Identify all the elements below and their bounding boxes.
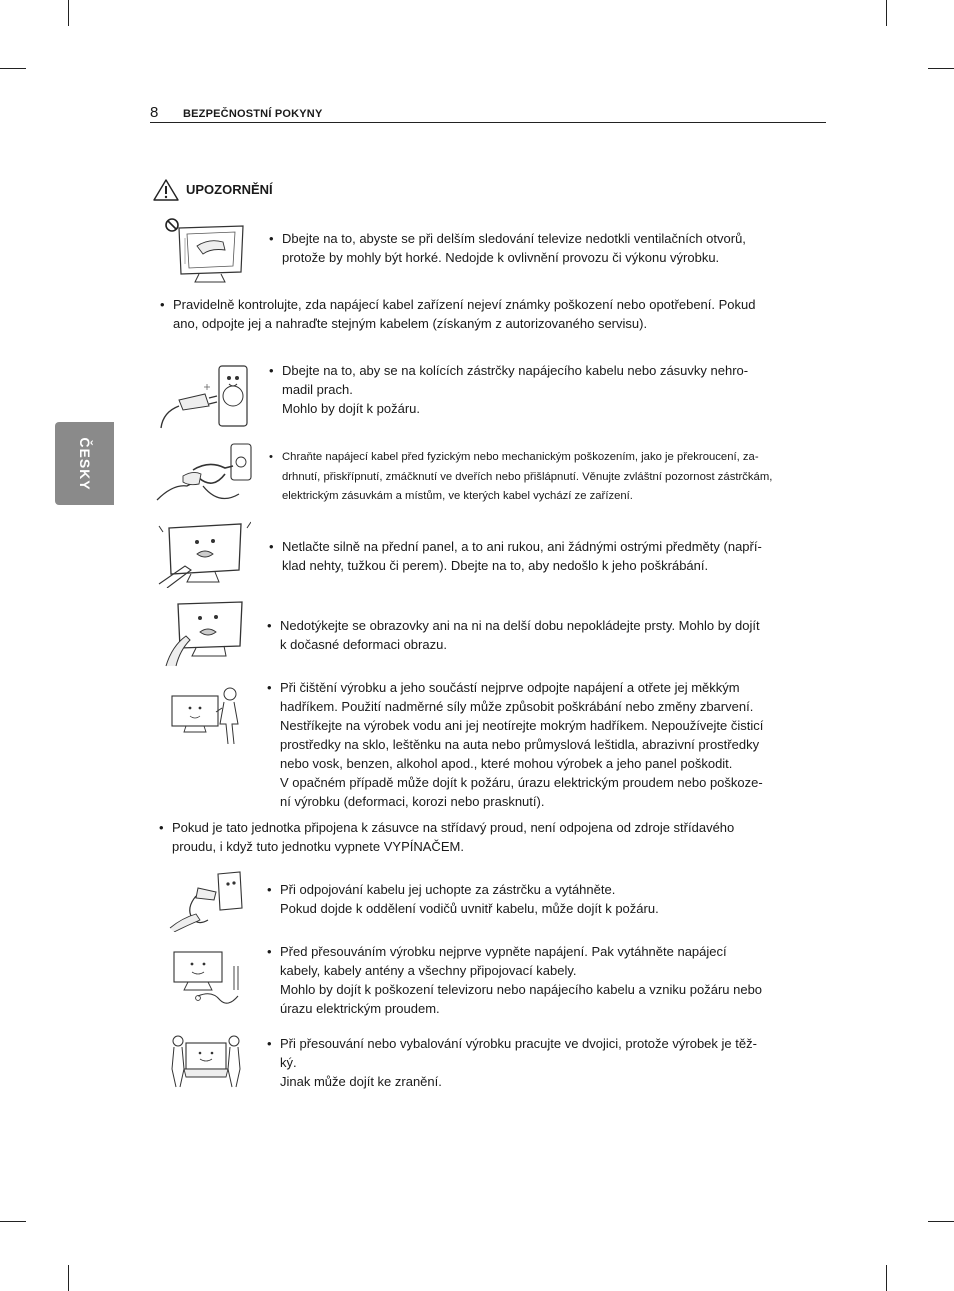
text-line: Mohlo by dojít k poškození televizoru nebo napájecího kabelu a vzniku požáru nebo <box>280 982 763 997</box>
screen-touch-illustration <box>162 598 246 668</box>
cable-damage-illustration <box>153 440 253 510</box>
bullet: • <box>269 363 274 378</box>
text-line: ký. <box>280 1055 297 1070</box>
language-tab <box>55 422 114 505</box>
text-line: Mohlo by dojít k požáru. <box>282 401 421 416</box>
crop-mark <box>68 1265 69 1291</box>
item-ac-disconnect <box>159 818 734 856</box>
text-line: Pokud dojde k oddělení vodičů uvnitř kabelu, může dojít k požáru. <box>280 901 659 916</box>
text-line: elektrickým zásuvkám a místům, ve kterých kabel vychází ze zařízení. <box>282 490 633 502</box>
disconnect-cables-illustration <box>168 946 244 1008</box>
text-line: proudu, i když tuto jednotku vypnete VYPÍNAČEM. <box>172 839 464 854</box>
text-line: drhnutí, přiskřípnutí, zmáčknutí ve dveřích nebo přišlápnutí. Věnujte zvláštní pozornost zástrčkám, <box>282 470 773 483</box>
text-line: ní výrobku (deformaci, korozi nebo prasknutí). <box>280 794 545 809</box>
item-front-panel <box>269 537 762 575</box>
text-line: kabely, kabely antény a všechny připojovací kabely. <box>280 963 577 978</box>
tv-ventilation-no-touch-illustration <box>163 216 247 284</box>
crop-mark <box>0 1221 26 1222</box>
cleaning-illustration <box>168 684 244 746</box>
two-people-carrying-illustration <box>168 1033 244 1089</box>
crop-mark <box>0 68 26 69</box>
bullet: • <box>269 539 274 554</box>
text-line: úrazu elektrickým proudem. <box>280 1001 440 1016</box>
item-power-cord-check <box>160 295 755 333</box>
item-screen-touch <box>267 616 760 654</box>
page-number: 8 <box>150 104 159 121</box>
plug-socket-dust-illustration <box>155 362 251 432</box>
header-divider <box>150 122 826 123</box>
language-tab-label: ČESKY <box>76 436 93 491</box>
text-line: Dbejte na to, abyste se při delším sledování televize nedotkli ventilačních otvorů, <box>282 231 746 246</box>
crop-mark <box>886 1265 887 1291</box>
bullet: • <box>269 231 274 246</box>
text-line: Nestříkejte na výrobek vodu ani jej neotírejte mokrým hadříkem. Nepoužívejte čisticí <box>280 718 764 733</box>
bullet: • <box>269 451 273 463</box>
front-panel-press-illustration <box>155 520 251 588</box>
bullet: • <box>267 1036 272 1051</box>
text-line: hadříkem. Použití nadměrné síly může způsobit poškrábání nebo změny zbarvení. <box>280 699 754 714</box>
text-line: protože by mohly být horké. Nedojde k ovlivnění provozu či výkonu výrobku. <box>282 250 720 265</box>
bullet: • <box>267 944 272 959</box>
item-carry-two-people <box>267 1034 757 1091</box>
text-line: nebo vosk, benzen, alkohol apod., které mohou výrobek a jeho panel poškodit. <box>280 756 733 771</box>
text-line: Pokud je tato jednotka připojena k zásuvce na střídavý proud, není odpojena od zdroje střídavého <box>172 820 735 835</box>
bullet: • <box>267 618 272 633</box>
text-line: ano, odpojte jej a nahraďte stejným kabelem (získaným z autorizovaného servisu). <box>173 316 648 331</box>
item-cleaning <box>267 678 763 811</box>
text-line: k dočasné deformaci obrazu. <box>280 637 447 652</box>
text-line: Při přesouvání nebo vybalování výrobku pracujte ve dvojici, protože výrobek je těž- <box>280 1036 757 1051</box>
text-line: klad nehty, tužkou či perem). Dbejte na to, aby nedošlo k jeho poškrábání. <box>282 558 709 573</box>
bullet: • <box>159 820 164 835</box>
text-line: Netlačte silně na přední panel, a to ani rukou, ani žádnými ostrými předměty (napří- <box>282 539 762 554</box>
crop-mark <box>886 0 887 26</box>
text-line: V opačném případě může dojít k požáru, úrazu elektrickým proudem nebo poškoze- <box>280 775 763 790</box>
bullet: • <box>267 882 272 897</box>
item-plug-dust <box>269 361 748 418</box>
bullet: • <box>160 297 165 312</box>
caution-label: UPOZORNĚNÍ <box>186 182 273 197</box>
text-line: Pravidelně kontrolujte, zda napájecí kabel zařízení nejeví známky poškození nebo opotřebení. Pokud <box>173 297 756 312</box>
crop-mark <box>928 1221 954 1222</box>
section-title: BEZPEČNOSTNÍ POKYNY <box>183 108 323 120</box>
item-unplug <box>267 880 659 918</box>
crop-mark <box>928 68 954 69</box>
text-line: Jinak může dojít ke zranění. <box>280 1074 442 1089</box>
text-line: madil prach. <box>282 382 353 397</box>
item-moving-cables <box>267 942 762 1018</box>
text-line: Při čištění výrobku a jeho součástí nejprve odpojte napájení a otřete jej měkkým <box>280 680 740 695</box>
text-line: Při odpojování kabelu jej uchopte za zástrčku a vytáhněte. <box>280 882 616 897</box>
item-ventilation <box>269 229 746 267</box>
unplug-illustration <box>168 868 244 932</box>
warning-icon <box>152 178 180 202</box>
bullet: • <box>267 680 272 695</box>
text-line: prostředky na sklo, leštěnku na auta nebo průmyslová leštidla, abrazivní prostředky <box>280 737 760 752</box>
text-line: Dbejte na to, aby se na kolících zástrčky napájecího kabelu nebo zásuvky nehro- <box>282 363 749 378</box>
crop-mark <box>68 0 69 26</box>
text-line: Před přesouváním výrobku nejprve vypněte napájení. Pak vytáhněte napájecí <box>280 944 727 959</box>
text-line: Chraňte napájecí kabel před fyzickým nebo mechanickým poškozením, jako je překroucení, za- <box>282 451 759 463</box>
text-line: Nedotýkejte se obrazovky ani na ni na delší dobu nepokládejte prsty. Mohlo by dojít <box>280 618 760 633</box>
item-cable-protection <box>269 448 772 507</box>
